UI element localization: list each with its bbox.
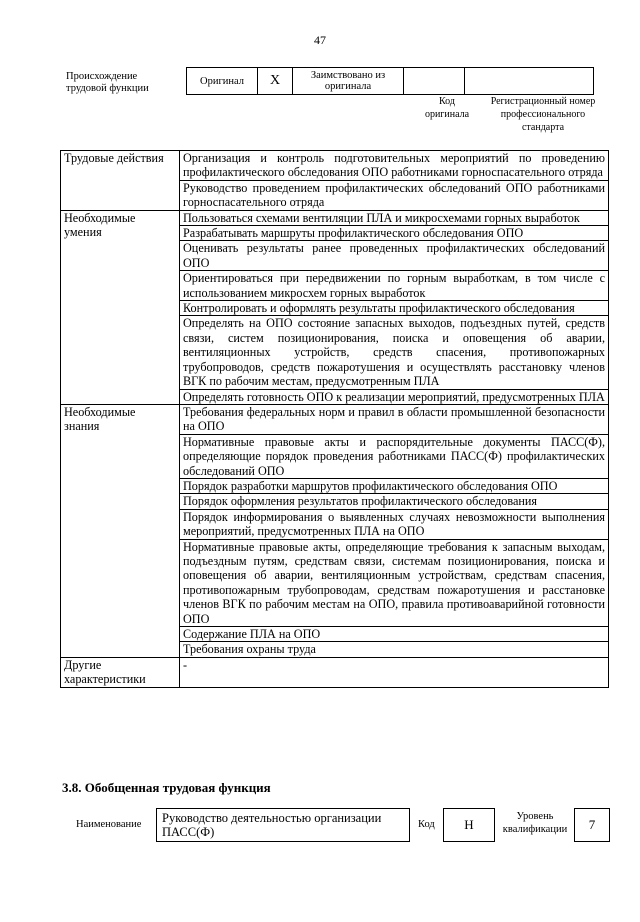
origin-label-line: Происхождение xyxy=(66,71,138,82)
function-table xyxy=(60,150,609,688)
level-label xyxy=(500,810,570,836)
name-label: Наименование xyxy=(76,819,142,830)
knowledge-header-line: Необходимые xyxy=(64,404,136,419)
code-caption-line: Код xyxy=(439,96,455,107)
table-row xyxy=(61,151,609,181)
origin-borrowed-cell xyxy=(293,68,404,95)
knowledge-item: Требования федеральных норм и правил в области промышленной безопасности на ОПО xyxy=(180,404,609,434)
knowledge-item: Нормативные правовые акты, определяющие требования к запасным выходам, подъездным путям, средствам связи, системам позиционирования, поиска и оповещения об аварии, вентиляционным устройствам, средствам спасения, противопожарным трубопроводам, средствам пожаротушения и расстановке членов ВГК по рабочим местам на ОПО, правила противоаварийной готовности ОПО xyxy=(180,539,609,626)
reg-caption-line: стандарта xyxy=(521,122,565,133)
skill-item: Контролировать и оформлять результаты профилактического обследования xyxy=(180,301,609,316)
level-value: 7 xyxy=(574,808,610,842)
section-title: 3.8. Обобщенная трудовая функция xyxy=(62,780,271,795)
actions-header: Трудовые действия xyxy=(61,151,180,211)
origin-code-cell xyxy=(404,68,465,95)
origin-label-line: трудовой функции xyxy=(66,83,149,94)
code-value: H xyxy=(443,808,495,842)
level-label-line: квалификации xyxy=(502,824,568,835)
skill-item: Определять готовность ОПО к реализации мероприятий, предусмотренных ПЛА xyxy=(180,389,609,404)
table-row xyxy=(61,210,609,225)
code-label: Код xyxy=(418,819,435,830)
other-header-line: характеристики xyxy=(64,672,146,687)
name-value: Руководство деятельностью организации ПАСС(Ф) xyxy=(156,808,410,842)
origin-reg-cell xyxy=(465,68,594,95)
action-item: Организация и контроль подготовительных мероприятий по проведению профилактического обследования ОПО работниками горноспасательного отряда xyxy=(180,151,609,181)
origin-table xyxy=(186,67,594,95)
knowledge-item: Требования охраны труда xyxy=(180,642,609,657)
reg-caption-line: Регистрационный номер xyxy=(490,96,596,107)
level-label-line: Уровень xyxy=(516,811,554,822)
code-caption xyxy=(414,95,480,121)
skills-header-line: умения xyxy=(64,225,102,240)
knowledge-item: Содержание ПЛА на ОПО xyxy=(180,627,609,642)
code-caption-line: оригинала xyxy=(424,109,470,120)
skill-item: Ориентироваться при передвижении по горным выработкам, в том числе с использованием микросхем горных выработок xyxy=(180,271,609,301)
other-header-line: Другие xyxy=(64,657,102,672)
knowledge-item: Нормативные правовые акты и распорядительные документы ПАСС(Ф), определяющие порядок проведения работниками ПАСС(Ф) профилактических обследований ОПО xyxy=(180,434,609,478)
table-row xyxy=(61,404,609,434)
borrowed-line: оригинала xyxy=(324,81,372,92)
knowledge-header-line: знания xyxy=(64,419,100,434)
knowledge-item: Порядок оформления результатов профилактического обследования xyxy=(180,494,609,509)
knowledge-item: Порядок информирования о выявленных случаях невозможности выполнения мероприятий, предусмотренных ПЛА на ОПО xyxy=(180,509,609,539)
reg-caption-line: профессионального xyxy=(500,109,586,120)
skill-item: Оценивать результаты ранее проведенных профилактических обследований ОПО xyxy=(180,241,609,271)
origin-original-cell: Оригинал xyxy=(187,68,258,95)
skill-item: Пользоваться схемами вентиляции ПЛА и микросхемами горных выработок xyxy=(180,210,609,225)
skills-header xyxy=(61,210,180,404)
origin-label xyxy=(66,71,149,95)
page-number: 47 xyxy=(314,33,326,47)
borrowed-line: Заимствовано из xyxy=(310,70,386,81)
skill-item: Разрабатывать маршруты профилактического обследования ОПО xyxy=(180,226,609,241)
knowledge-item: Порядок разработки маршрутов профилактического обследования ОПО xyxy=(180,478,609,493)
reg-caption xyxy=(480,95,606,134)
other-header xyxy=(61,657,180,687)
other-value: - xyxy=(180,657,609,687)
action-item: Руководство проведением профилактических обследований ОПО работниками горноспасательного отряда xyxy=(180,180,609,210)
origin-mark-cell: X xyxy=(258,68,293,95)
skills-header-line: Необходимые xyxy=(64,210,136,225)
skill-item: Определять на ОПО состояние запасных выходов, подъездных путей, средств связи, систем позиционирования, поиска и оповещения об аварии, вентиляционных устройств, средств спасения, противопожарных трубопроводов, средств пожаротушения и осуществлять расстановку членов ВГК по рабочим местам, предусмотренным ПЛА xyxy=(180,316,609,389)
knowledge-header xyxy=(61,404,180,657)
table-row xyxy=(61,657,609,687)
